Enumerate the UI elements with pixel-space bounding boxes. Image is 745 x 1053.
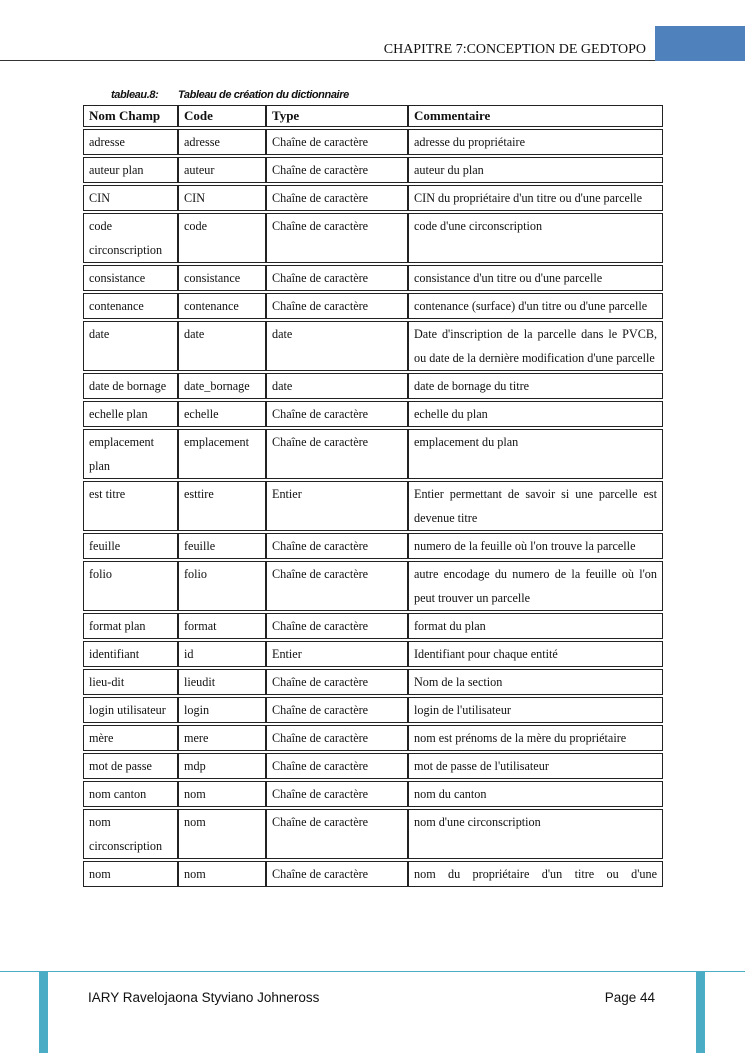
table-row — [83, 641, 663, 667]
comment-cell: contenance (surface) d'un titre ou d'une parcelle — [408, 293, 663, 319]
field-name-cell: auteur plan — [83, 157, 178, 183]
field-name-cell: echelle plan — [83, 401, 178, 427]
code-cell: id — [178, 641, 266, 667]
caption-title: Tableau de création du dictionnaire — [178, 89, 349, 101]
type-cell: Chaîne de caractère — [266, 781, 408, 807]
column-header: Nom Champ — [83, 105, 178, 127]
comment-cell: nom du propriétaire d'un titre ou d'une — [408, 861, 663, 887]
comment-cell: login de l'utilisateur — [408, 697, 663, 723]
type-cell: date — [266, 321, 408, 371]
table-row — [83, 809, 663, 859]
table-row — [83, 129, 663, 155]
comment-cell: nom d'une circonscription — [408, 809, 663, 859]
table-row — [83, 753, 663, 779]
comment-cell: CIN du propriétaire d'un titre ou d'une parcelle — [408, 185, 663, 211]
table-row — [83, 157, 663, 183]
code-cell: auteur — [178, 157, 266, 183]
comment-cell: Date d'inscription de la parcelle dans le PVCB, ou date de la dernière modification d'une parcelle — [408, 321, 663, 371]
field-name-cell: login utilisateur — [83, 697, 178, 723]
field-name-cell: nom canton — [83, 781, 178, 807]
caption-label: tableau.8: — [111, 89, 159, 101]
type-cell: Chaîne de caractère — [266, 533, 408, 559]
comment-cell: autre encodage du numero de la feuille où l'on peut trouver un parcelle — [408, 561, 663, 611]
field-name-cell: code circonscription — [83, 213, 178, 263]
comment-cell: Entier permettant de savoir si une parcelle est devenue titre — [408, 481, 663, 531]
type-cell: Chaîne de caractère — [266, 401, 408, 427]
code-cell: contenance — [178, 293, 266, 319]
table-row — [83, 373, 663, 399]
table-row — [83, 561, 663, 611]
type-cell: Chaîne de caractère — [266, 669, 408, 695]
type-cell: Chaîne de caractère — [266, 861, 408, 887]
comment-cell: adresse du propriétaire — [408, 129, 663, 155]
table-row — [83, 481, 663, 531]
comment-cell: emplacement du plan — [408, 429, 663, 479]
field-name-cell: folio — [83, 561, 178, 611]
code-cell: code — [178, 213, 266, 263]
field-name-cell: nom — [83, 861, 178, 887]
code-cell: CIN — [178, 185, 266, 211]
table-row — [83, 697, 663, 723]
field-name-cell: mot de passe — [83, 753, 178, 779]
field-name-cell: feuille — [83, 533, 178, 559]
table-row — [83, 781, 663, 807]
type-cell: Chaîne de caractère — [266, 293, 408, 319]
field-name-cell: consistance — [83, 265, 178, 291]
code-cell: date_bornage — [178, 373, 266, 399]
footer-author: IARY Ravelojaona Styviano Johneross — [88, 990, 320, 1005]
field-name-cell: adresse — [83, 129, 178, 155]
comment-cell: numero de la feuille où l'on trouve la parcelle — [408, 533, 663, 559]
code-cell: esttire — [178, 481, 266, 531]
code-cell: nom — [178, 809, 266, 859]
header-accent-block — [655, 26, 745, 61]
header-rule — [0, 60, 655, 61]
comment-cell: auteur du plan — [408, 157, 663, 183]
type-cell: Chaîne de caractère — [266, 809, 408, 859]
comment-cell: Identifiant pour chaque entité — [408, 641, 663, 667]
type-cell: Chaîne de caractère — [266, 213, 408, 263]
code-cell: mere — [178, 725, 266, 751]
table-row — [83, 613, 663, 639]
comment-cell: format du plan — [408, 613, 663, 639]
code-cell: nom — [178, 861, 266, 887]
type-cell: Chaîne de caractère — [266, 185, 408, 211]
page-number: Page 44 — [604, 990, 655, 1005]
code-cell: login — [178, 697, 266, 723]
comment-cell: nom du canton — [408, 781, 663, 807]
field-name-cell: CIN — [83, 185, 178, 211]
footer-right-bar — [696, 972, 705, 1053]
code-cell: feuille — [178, 533, 266, 559]
comment-cell: mot de passe de l'utilisateur — [408, 753, 663, 779]
type-cell: Chaîne de caractère — [266, 157, 408, 183]
table-row — [83, 213, 663, 263]
table-row — [83, 265, 663, 291]
field-name-cell: contenance — [83, 293, 178, 319]
table-row — [83, 429, 663, 479]
field-name-cell: date de bornage — [83, 373, 178, 399]
code-cell: nom — [178, 781, 266, 807]
code-cell: date — [178, 321, 266, 371]
column-header: Type — [266, 105, 408, 127]
comment-cell: Nom de la section — [408, 669, 663, 695]
table-header-row — [83, 105, 663, 127]
field-name-cell: emplacement plan — [83, 429, 178, 479]
type-cell: Chaîne de caractère — [266, 613, 408, 639]
type-cell: Chaîne de caractère — [266, 129, 408, 155]
comment-cell: consistance d'un titre ou d'une parcelle — [408, 265, 663, 291]
table-row — [83, 861, 663, 887]
comment-cell: nom est prénoms de la mère du propriétaire — [408, 725, 663, 751]
comment-cell: date de bornage du titre — [408, 373, 663, 399]
field-name-cell: nom circonscription — [83, 809, 178, 859]
code-cell: echelle — [178, 401, 266, 427]
code-cell: format — [178, 613, 266, 639]
type-cell: Chaîne de caractère — [266, 697, 408, 723]
type-cell: Chaîne de caractère — [266, 561, 408, 611]
field-name-cell: lieu-dit — [83, 669, 178, 695]
comment-cell: echelle du plan — [408, 401, 663, 427]
footer-left-bar — [39, 972, 48, 1053]
comment-cell: code d'une circonscription — [408, 213, 663, 263]
code-cell: adresse — [178, 129, 266, 155]
table-row — [83, 401, 663, 427]
table-caption — [111, 89, 349, 101]
type-cell: Chaîne de caractère — [266, 753, 408, 779]
table-row — [83, 185, 663, 211]
table-row — [83, 669, 663, 695]
field-name-cell: mère — [83, 725, 178, 751]
type-cell: Entier — [266, 481, 408, 531]
type-cell: Chaîne de caractère — [266, 429, 408, 479]
dictionary-table — [83, 103, 663, 889]
type-cell: Entier — [266, 641, 408, 667]
footer-rule — [0, 971, 745, 972]
type-cell: date — [266, 373, 408, 399]
code-cell: consistance — [178, 265, 266, 291]
table-row — [83, 293, 663, 319]
code-cell: emplacement — [178, 429, 266, 479]
table-row — [83, 533, 663, 559]
field-name-cell: format plan — [83, 613, 178, 639]
chapter-header: CHAPITRE 7:CONCEPTION DE GEDTOPO — [383, 42, 646, 57]
column-header: Code — [178, 105, 266, 127]
field-name-cell: date — [83, 321, 178, 371]
table-row — [83, 725, 663, 751]
field-name-cell: identifiant — [83, 641, 178, 667]
column-header: Commentaire — [408, 105, 663, 127]
code-cell: lieudit — [178, 669, 266, 695]
field-name-cell: est titre — [83, 481, 178, 531]
type-cell: Chaîne de caractère — [266, 725, 408, 751]
code-cell: mdp — [178, 753, 266, 779]
code-cell: folio — [178, 561, 266, 611]
table-row — [83, 321, 663, 371]
type-cell: Chaîne de caractère — [266, 265, 408, 291]
